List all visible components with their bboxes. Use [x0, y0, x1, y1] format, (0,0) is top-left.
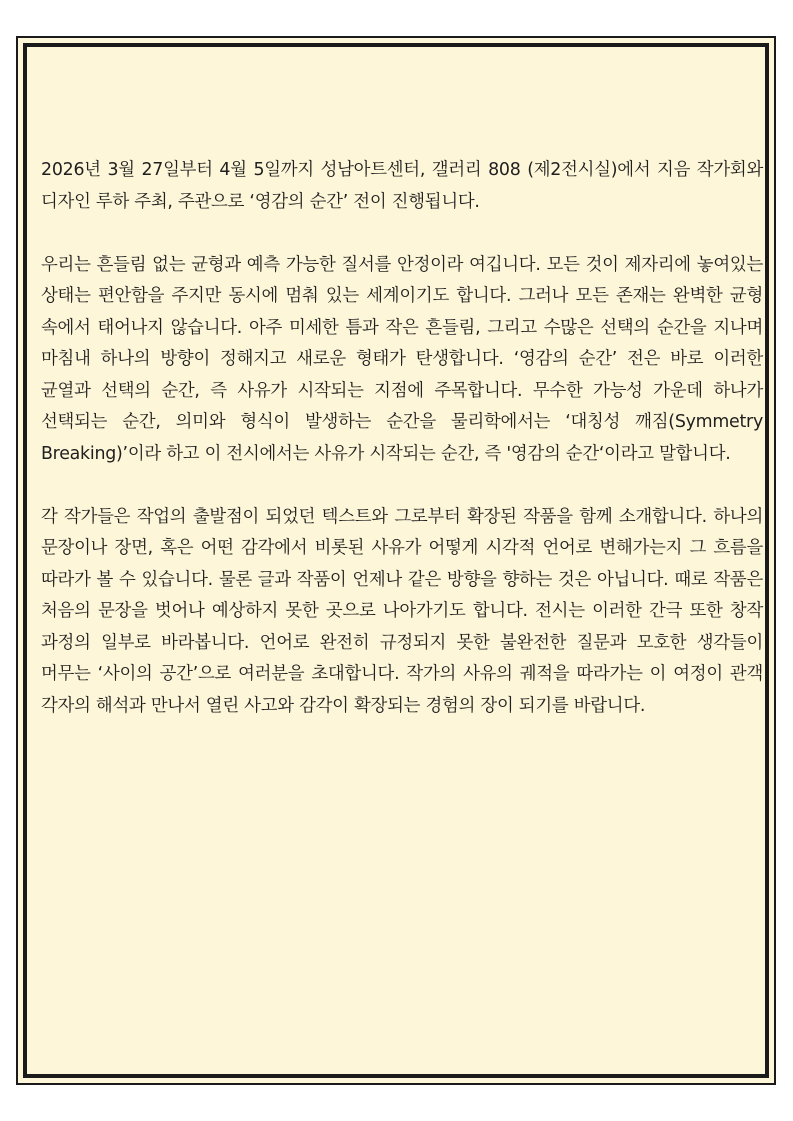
document-body — [41, 155, 763, 754]
paragraph-exhibition-concept: 우리는 흔들림 없는 균형과 예측 가능한 질서를 안정이라 여깁니다. 모든 것이 제자리에 놓여있는 상태는 편안함을 주지만 동시에 멈춰 있는 세계이기도 합니다. 그러나 모든 존재는 완벽한 균형 속에서 태어나지 않습니다. 아주 미세한 틈과 작은 흔들림, 그리고 수많은 선택의 순간을 지나며 마침내 하나의 방향이 정해지고 새로운 형태가 탄생합니다. ‘영감의 순간’ 전은 바로 이러한 균열과 선택의 순간, 즉 사유가 시작되는 지점에 주목합니다. 무수한 가능성 가운데 하나가 선택되는 순간, 의미와 형식이 발생하는 순간을 물리학에서는 ‘대칭성 깨짐(Symmetry Breaking)’이라 하고 이 전시에서는 사유가 시작되는 순간, 즉 '영감의 순간‘이라고 말합니다. — [41, 254, 763, 464]
paragraph-artists-works: 각 작가들은 작업의 출발점이 되었던 텍스트와 그로부터 확장된 작품을 함께 소개합니다. 하나의 문장이나 장면, 혹은 어떤 감각에서 비롯된 사유가 어떻게 시각적 언어로 변해가는지 그 흐름을 따라가 볼 수 있습니다. 물론 글과 작품이 언제나 같은 방향을 향하는 것은 아닙니다. 때로 작품은 처음의 문장을 벗어나 예상하지 못한 곳으로 나아가기도 합니다. 전시는 이러한 간극 또한 창작 과정의 일부로 바라봅니다. 언어로 완전히 규정되지 못한 불완전한 질문과 모호한 생각들이 머무는 ‘사이의 공간’으로 여러분을 초대합니다. 작가의 사유의 궤적을 따라가는 이 여정이 관객 각자의 해석과 만나서 열린 사고와 감각이 확장되는 경험의 장이 되기를 바랍니다. — [41, 506, 763, 716]
document-inner-border — [23, 43, 769, 1078]
document-frame — [16, 36, 776, 1085]
paragraph-exhibition-info: 2026년 3월 27일부터 4월 5일까지 성남아트센터, 갤러리 808 (제2전시실)에서 지음 작가회와 디자인 루하 주최, 주관으로 ‘영감의 순간’ 전이 진행됩니다. — [41, 160, 763, 212]
